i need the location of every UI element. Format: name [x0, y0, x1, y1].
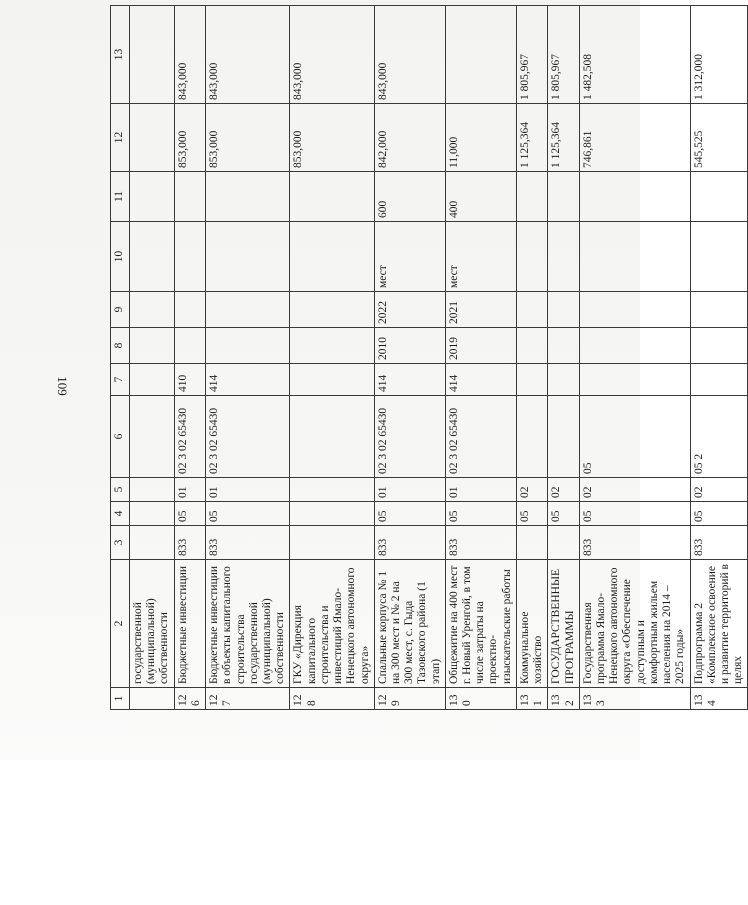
table-cell	[548, 364, 579, 396]
table-row	[445, 6, 516, 710]
table-cell: 1 125,364	[516, 104, 547, 172]
table-cell: 400	[445, 172, 516, 222]
table-cell	[130, 328, 175, 364]
table-row	[130, 6, 175, 710]
table-cell	[579, 222, 690, 292]
table-cell: 02 3 02 65430	[174, 396, 205, 478]
table-row	[690, 6, 748, 710]
table-cell	[174, 292, 205, 328]
table-cell	[290, 478, 374, 502]
table-cell: 130	[445, 688, 516, 710]
table-cell: 843,000	[290, 6, 374, 104]
table-cell: 853,000	[174, 104, 205, 172]
table-cell: 129	[374, 688, 445, 710]
table-cell	[516, 292, 547, 328]
table-cell	[130, 688, 175, 710]
table-cell	[130, 104, 175, 172]
table-cell	[516, 526, 547, 560]
table-cell: 02	[516, 478, 547, 502]
table-cell: 05	[174, 502, 205, 526]
header-row	[111, 6, 130, 710]
table-cell: 414	[445, 364, 516, 396]
table-cell: Бюджетные инвестиции	[174, 560, 205, 688]
table-cell	[548, 328, 579, 364]
table-cell: ГКУ «Дирекция капитального строительства и инвестиций Ямало-Ненецкого автономного округа»	[290, 560, 374, 688]
table-cell	[130, 172, 175, 222]
header-cell: 1	[111, 688, 130, 710]
table-cell	[130, 502, 175, 526]
table-cell: 2010	[374, 328, 445, 364]
header-cell: 2	[111, 560, 130, 688]
table-cell	[579, 328, 690, 364]
table-cell	[130, 292, 175, 328]
table-cell	[290, 526, 374, 560]
table-cell: 05 2	[690, 396, 748, 478]
table-cell: 414	[206, 364, 290, 396]
table-cell: 02	[548, 478, 579, 502]
table-cell	[130, 364, 175, 396]
table-row	[374, 6, 445, 710]
table-cell: 1 125,364	[548, 104, 579, 172]
table-cell	[690, 172, 748, 222]
table-cell: 746,861	[579, 104, 690, 172]
table-cell: 133	[579, 688, 690, 710]
table-cell	[130, 526, 175, 560]
table-cell: 131	[516, 688, 547, 710]
table-cell	[174, 172, 205, 222]
table-row	[174, 6, 205, 710]
header-cell: 7	[111, 364, 130, 396]
table-cell	[130, 478, 175, 502]
table-cell: 545,525	[690, 104, 748, 172]
table-cell	[548, 222, 579, 292]
table-cell: 02	[579, 478, 690, 502]
table-cell: 410	[174, 364, 205, 396]
table-cell	[516, 364, 547, 396]
table-row	[290, 6, 374, 710]
table-cell	[130, 222, 175, 292]
table-row	[516, 6, 547, 710]
header-cell: 13	[111, 6, 130, 104]
table-row	[206, 6, 290, 710]
header-cell: 4	[111, 502, 130, 526]
table-cell: 1 312,000	[690, 6, 748, 104]
table-cell	[579, 292, 690, 328]
table-cell	[548, 526, 579, 560]
table-cell: 843,000	[206, 6, 290, 104]
table-cell: 02 3 02 65430	[374, 396, 445, 478]
table-cell: Общежитие на 400 мест г. Новый Уренгой, в том числе затраты на проектно-изыскательские работы	[445, 560, 516, 688]
table-cell	[548, 396, 579, 478]
table-cell: 600	[374, 172, 445, 222]
table-cell: 843,000	[174, 6, 205, 104]
table-cell: 842,000	[374, 104, 445, 172]
table-cell	[290, 502, 374, 526]
table-cell: 05	[516, 502, 547, 526]
table-cell	[516, 328, 547, 364]
table-cell: Подпрограмма 2 «Комплексное освоение и развитие территорий в целях	[690, 560, 748, 688]
table-cell: 843,000	[374, 6, 445, 104]
table-cell	[130, 6, 175, 104]
table-body	[130, 6, 748, 710]
table-cell: Государственная программа Ямало-Ненецкого автономного округа «Обеспечение доступным и комфортным жильем населения на 2014 – 2025 годы»	[579, 560, 690, 688]
table-cell: 05	[206, 502, 290, 526]
table-cell	[690, 364, 748, 396]
table-cell	[690, 292, 748, 328]
page-number: 109	[55, 376, 70, 396]
table-cell	[206, 328, 290, 364]
table-cell: Спальные корпуса № 1 на 300 мест и № 2 на 300 мест, с. Гыда Тазовского района (1 этап)	[374, 560, 445, 688]
table-cell	[130, 396, 175, 478]
table-cell	[290, 328, 374, 364]
table-cell: 01	[174, 478, 205, 502]
table-cell: Бюджетные инвестиции в объекты капитального строительства государственной (муниципальной) собственности	[206, 560, 290, 688]
table-cell	[290, 364, 374, 396]
table-cell: 127	[206, 688, 290, 710]
table-cell	[206, 172, 290, 222]
table-cell: 833	[374, 526, 445, 560]
table-cell: 05	[548, 502, 579, 526]
table-cell	[579, 364, 690, 396]
table-cell	[516, 396, 547, 478]
table-cell	[548, 292, 579, 328]
table-cell: 126	[174, 688, 205, 710]
table-cell: ГОСУДАРСТВЕННЫЕ ПРОГРАММЫ	[548, 560, 579, 688]
budget-table	[110, 5, 748, 710]
header-cell: 3	[111, 526, 130, 560]
table-cell	[690, 328, 748, 364]
header-cell: 8	[111, 328, 130, 364]
table-cell: 05	[374, 502, 445, 526]
table-row	[579, 6, 690, 710]
table-cell: мест	[374, 222, 445, 292]
table-cell	[290, 396, 374, 478]
table-cell: 02	[690, 478, 748, 502]
header-cell: 9	[111, 292, 130, 328]
table-cell: мест	[445, 222, 516, 292]
table-cell: 134	[690, 688, 748, 710]
table-cell: 833	[174, 526, 205, 560]
table-cell: 833	[445, 526, 516, 560]
table-cell: 11,000	[445, 104, 516, 172]
table-cell: Коммунальное хозяйство	[516, 560, 547, 688]
table-cell: 02 3 02 65430	[445, 396, 516, 478]
header-cell: 11	[111, 172, 130, 222]
table-cell	[445, 6, 516, 104]
table-cell: 414	[374, 364, 445, 396]
table-cell: 833	[206, 526, 290, 560]
table-cell	[290, 222, 374, 292]
table-row	[548, 6, 579, 710]
header-cell: 10	[111, 222, 130, 292]
table-cell	[290, 292, 374, 328]
table-cell	[579, 172, 690, 222]
table-cell: 1 482,508	[579, 6, 690, 104]
table-cell: 132	[548, 688, 579, 710]
table-cell: 01	[374, 478, 445, 502]
table-cell	[516, 222, 547, 292]
table-cell: 833	[690, 526, 748, 560]
table-cell: 05	[445, 502, 516, 526]
header-cell: 5	[111, 478, 130, 502]
table-cell: 853,000	[206, 104, 290, 172]
table-cell: 05	[579, 396, 690, 478]
header-cell: 6	[111, 396, 130, 478]
table-cell: 05	[690, 502, 748, 526]
table-cell: 05	[579, 502, 690, 526]
table-cell	[516, 172, 547, 222]
table-cell	[206, 222, 290, 292]
table-cell: государственной (муниципальной) собственности	[130, 560, 175, 688]
table-cell: 2021	[445, 292, 516, 328]
table-cell: 1 805,967	[516, 6, 547, 104]
table-cell	[174, 222, 205, 292]
table-cell	[174, 328, 205, 364]
table-cell	[290, 172, 374, 222]
table-cell: 02 3 02 65430	[206, 396, 290, 478]
table-cell: 01	[445, 478, 516, 502]
table-cell: 01	[206, 478, 290, 502]
rotated-table-container	[110, 10, 745, 710]
table-cell: 833	[579, 526, 690, 560]
table-cell	[548, 172, 579, 222]
table-cell: 128	[290, 688, 374, 710]
table-cell: 1 805,967	[548, 6, 579, 104]
table-cell: 2019	[445, 328, 516, 364]
table-cell	[206, 292, 290, 328]
table-cell: 853,000	[290, 104, 374, 172]
table-cell	[690, 222, 748, 292]
header-cell: 12	[111, 104, 130, 172]
table-cell: 2022	[374, 292, 445, 328]
